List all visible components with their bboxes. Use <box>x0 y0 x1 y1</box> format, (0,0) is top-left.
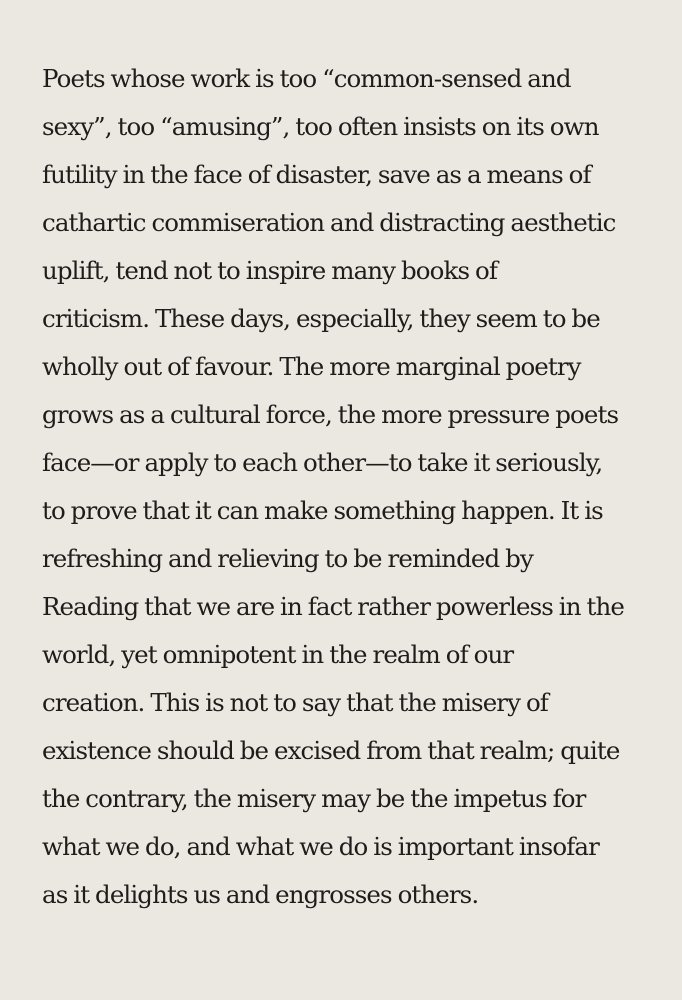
paragraph-line: world, yet omnipotent in the realm of our <box>42 640 514 669</box>
paragraph-line: Poets whose work is too “common-sensed and <box>42 64 571 93</box>
paragraph-line: wholly out of favour. The more marginal poetry <box>42 352 581 381</box>
paragraph-line: refreshing and relieving to be reminded by <box>42 544 533 573</box>
paragraph-line: what we do, and what we do is important insofar <box>42 832 599 861</box>
body-paragraph <box>42 55 662 919</box>
paragraph-line: uplift, tend not to inspire many books of <box>42 256 498 285</box>
paragraph-line: futility in the face of disaster, save as a means of <box>42 160 591 189</box>
paragraph-line: as it delights us and engrosses others. <box>42 880 479 909</box>
paragraph-line: sexy”, too “amusing”, too often insists on its own <box>42 112 599 141</box>
paragraph-line: criticism. These days, especially, they seem to be <box>42 304 600 333</box>
paragraph-line: face—or apply to each other—to take it seriously, <box>42 448 603 477</box>
paragraph-line: existence should be excised from that realm; quite <box>42 736 620 765</box>
paragraph-line: Reading that we are in fact rather powerless in the <box>42 592 624 621</box>
paragraph-line: the contrary, the misery may be the impetus for <box>42 784 586 813</box>
paragraph-line: cathartic commiseration and distracting aesthetic <box>42 208 616 237</box>
paragraph-line: to prove that it can make something happen. It is <box>42 496 603 525</box>
paragraph-line: grows as a cultural force, the more pressure poets <box>42 400 619 429</box>
paragraph-line: creation. This is not to say that the misery of <box>42 688 548 717</box>
